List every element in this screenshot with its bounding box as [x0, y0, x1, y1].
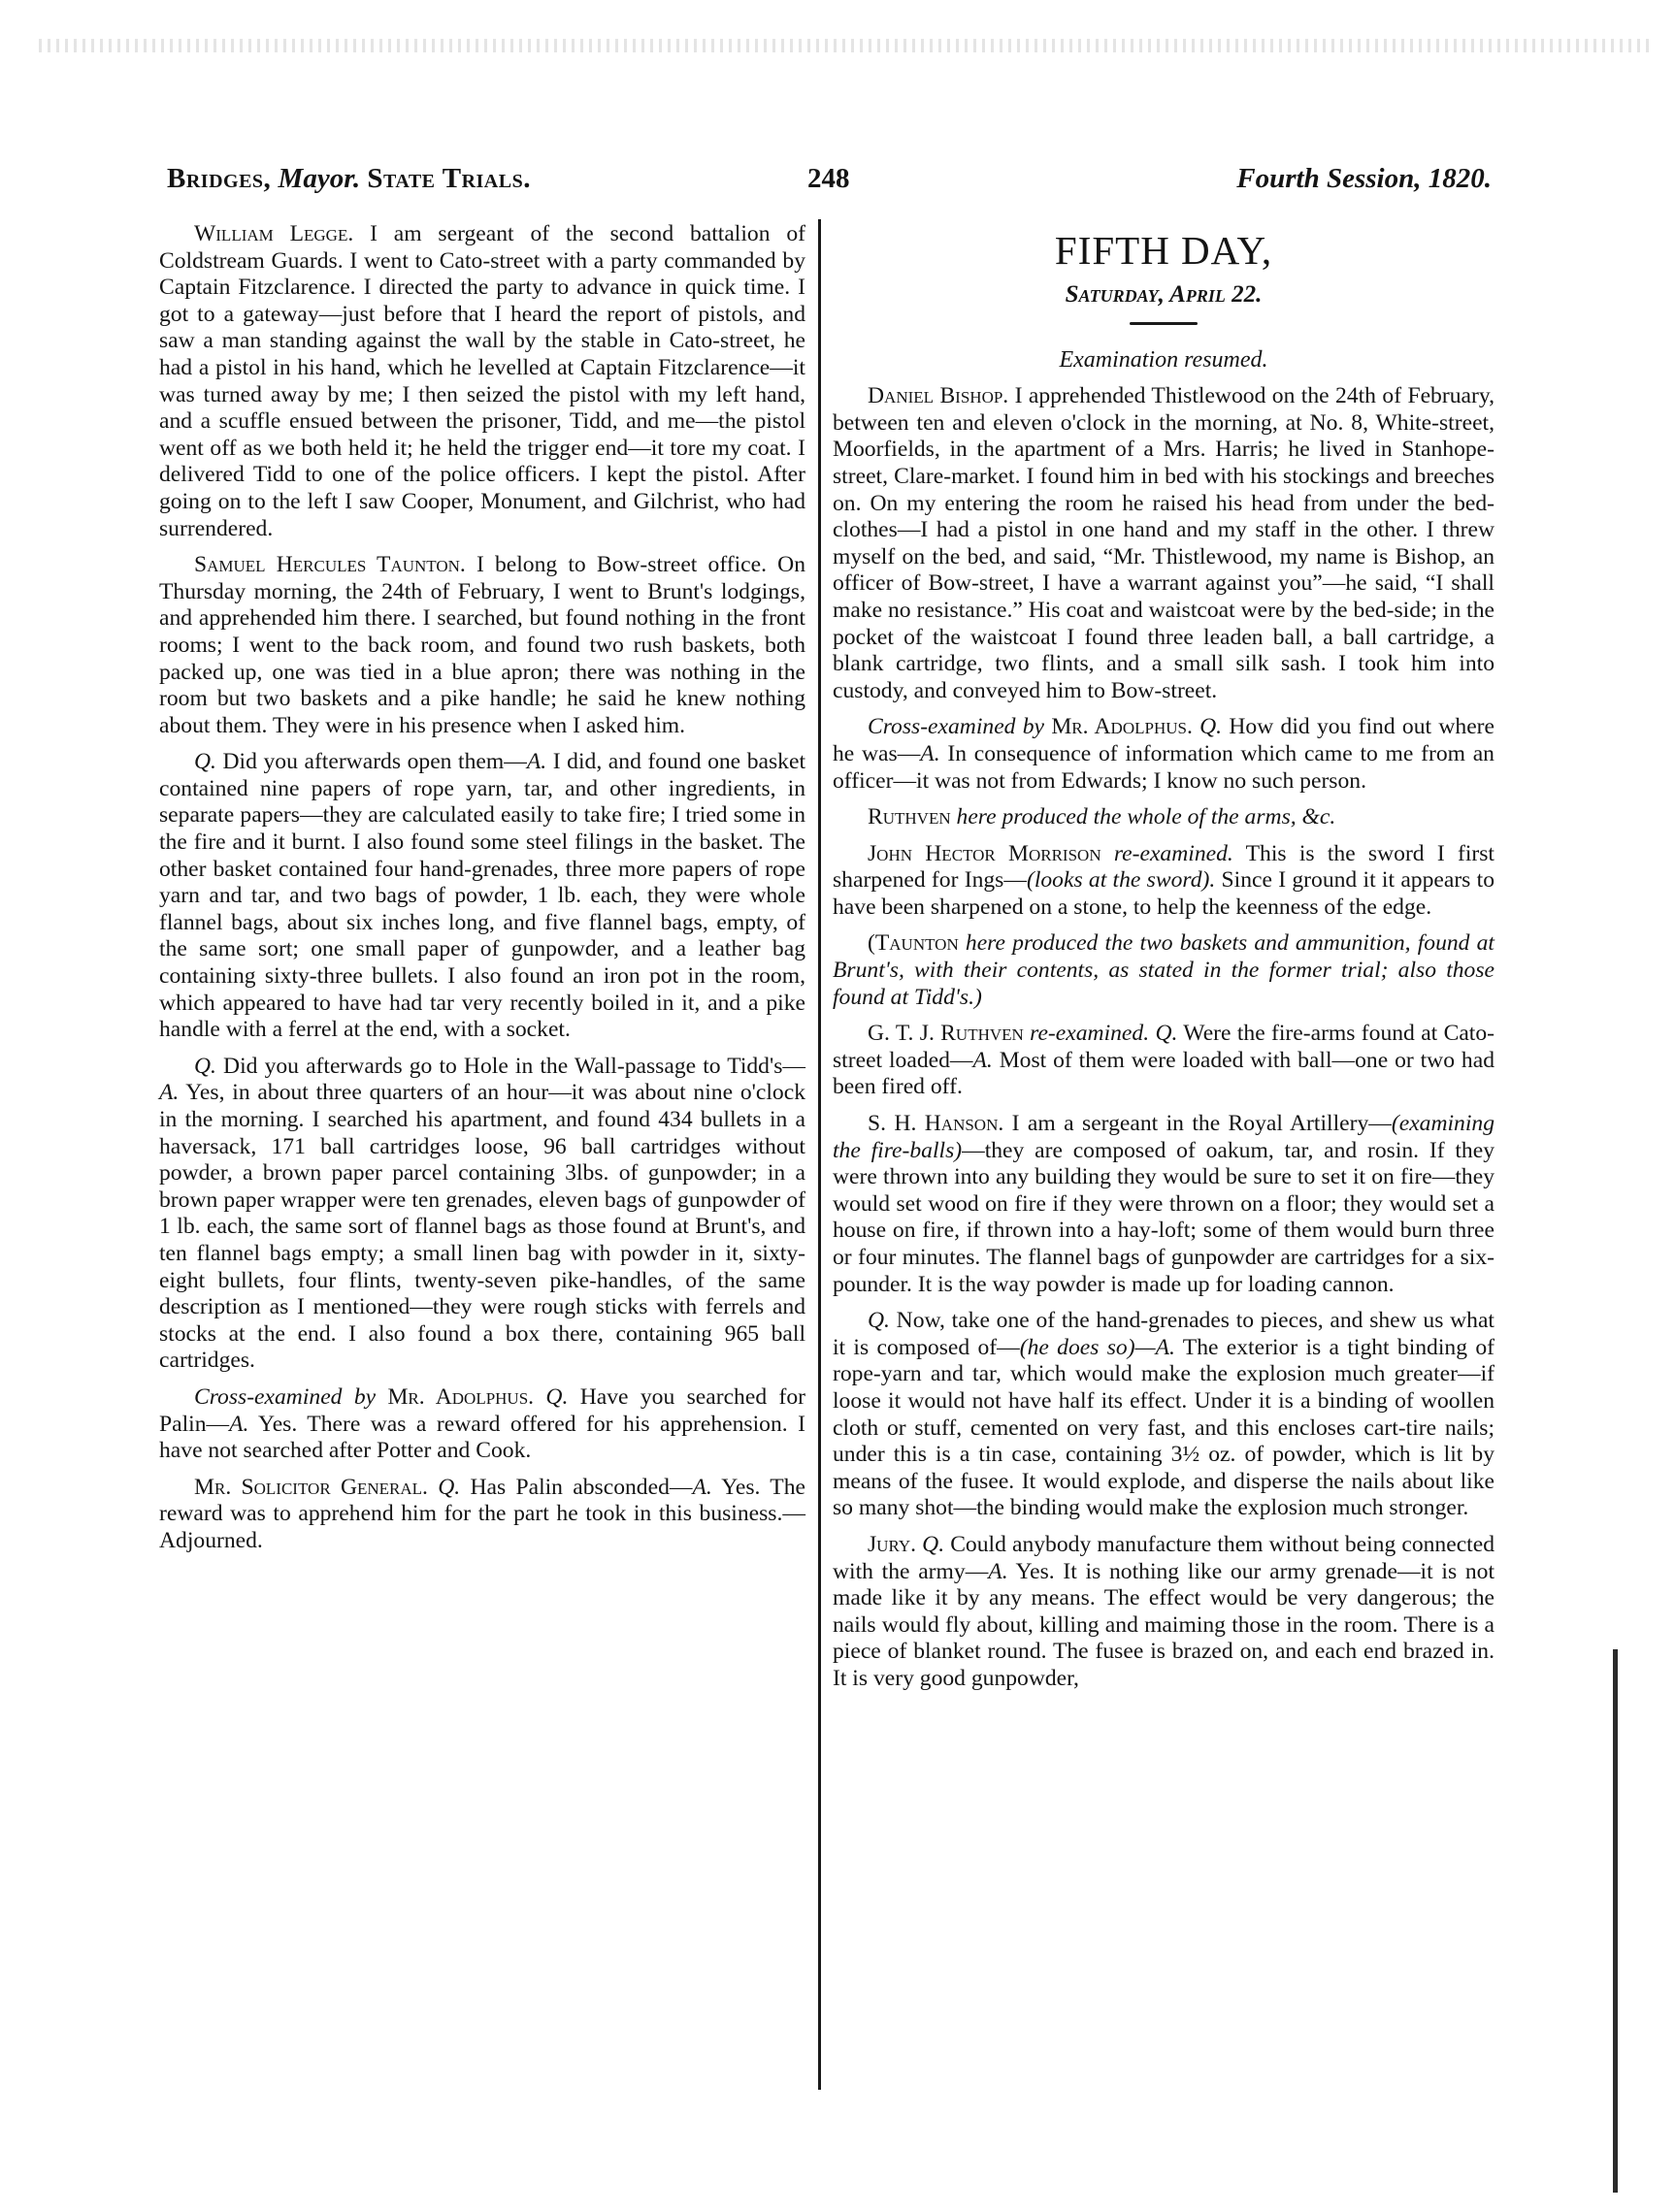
running-head-title: [167, 163, 531, 195]
person-name: S. H. Hanson.: [868, 1111, 1004, 1137]
testimony-text: —they are composed of oakum, tar, and rosin. If they were thrown into any building they would be sure to set it on fire—they would set wood on fire if they were thrown on a floor; they would set a house on fire, if thrown into a hay-loft; some of them would burn three or four minutes. The flannel bags of gunpowder are cartridges for a six-pounder. It is the way powder is made up for loading cannon.: [833, 1137, 1494, 1297]
testimony-text: This is the sword I first sharpened for Ings—: [833, 840, 1494, 894]
running-header: [167, 163, 1492, 206]
speaker-name: Jury.: [868, 1531, 917, 1557]
answer-text: Yes. There was a reward offered for his apprehension. I have not searched after Potter and Cook.: [159, 1411, 805, 1464]
question-label: Q.: [194, 1053, 216, 1079]
day-title: FIFTH DAY,: [1054, 228, 1273, 273]
speaker-name: William Legge.: [194, 221, 354, 246]
question-text: Has Palin absconded—: [460, 1474, 693, 1500]
question-text: Did you afterwards go to Hole in the Wall-passage to Tidd's—: [215, 1053, 805, 1079]
question-text: Could anybody manufacture them without being connected with the army—: [833, 1531, 1494, 1584]
testimony-hanson: [833, 1111, 1494, 1298]
aside-note: (he does so): [1019, 1334, 1135, 1360]
testimony-morrison: [833, 841, 1494, 922]
answer-text: The exterior is a tight binding of rope-yarn and tar, which would make the explosion much greater—if loose it would not have half its effect. Under it is a binding of woollen cloth or stuff, cemented on very fast, and this encloses cart-tire nails; under this is a tin case, containing 3½ oz. of powder, which is lit by means of the fusee. It would explode, and disperse the nails about like so many shot—the binding would make the explosion much stronger.: [833, 1334, 1494, 1521]
section-heading: Examination resumed.: [1059, 346, 1268, 373]
answer-label: A.: [692, 1474, 712, 1500]
testimony-ruthven: [833, 1021, 1494, 1101]
answer-label: A.: [988, 1558, 1008, 1584]
open-paren: (: [868, 930, 875, 957]
binding-edge: [1613, 1649, 1618, 2193]
testimony-text: I am a sergeant in the Royal Artillery—: [1003, 1111, 1392, 1137]
aside-note: (examining the fire-balls): [833, 1111, 1494, 1163]
jury-qa: [833, 1532, 1494, 1693]
aside-note: (looks at the sword).: [1026, 867, 1216, 894]
question-label: Q.: [194, 749, 216, 775]
question-label: Q.: [916, 1531, 945, 1557]
cross-exam-lead: Cross-examined by: [868, 714, 1052, 740]
session-label: Fourth Session, 1820.: [1236, 163, 1492, 194]
answer-label: A.: [229, 1411, 249, 1437]
role-note: re-examined.: [1023, 1021, 1150, 1047]
role-note: re-examined.: [1100, 840, 1233, 866]
question-label: Q.: [1192, 714, 1223, 740]
testimony-text: Since I ground it it appears to have been sharpened on a stone, to help the keenness of the edge.: [833, 867, 1495, 920]
question-label: Q.: [427, 1474, 461, 1500]
answer-text: Yes, in about three quarters of an hour—it was about nine o'clock in the morning. I searched his apartment, and found 434 bullets in a haversack, 171 ball cartridges loose, 96 ball cartridges without powder, a brown paper parcel containing 3lbs. of gunpowder; in a brown paper wrapper were ten grenades, eleven bags of gunpowder of 1 lb. each, the same sort of flannel bags as those found at Brunt's, and ten flannel bags empty; a small linen bag with powder in it, sixty-eight bullets, four flints, twenty-seven pike-handles, of the same description as I mentioned—they were rough sticks with ferrels and stocks at the end. I also found a box there, containing 965 ball cartridges.: [159, 1080, 805, 1374]
counsel-name: Mr. Adolphus.: [387, 1383, 535, 1410]
question-text: Have you searched for Palin—: [159, 1383, 805, 1437]
running-head-office: Mayor.: [278, 163, 361, 194]
person-name: G. T. J. Ruthven: [868, 1021, 1024, 1047]
right-column: [833, 221, 1494, 1703]
testimony-bishop: [833, 383, 1494, 704]
answer-text: Most of them were loaded with ball—one or two had been fired off.: [833, 1047, 1494, 1100]
person-name: John Hector Morrison: [868, 840, 1101, 866]
question-label: Q.: [534, 1383, 569, 1410]
solicitor-general-qa: [159, 1475, 805, 1555]
day-date: Saturday, April 22.: [1065, 281, 1263, 308]
question-text: Did you afterwards open them—: [215, 749, 527, 775]
column-divider: [818, 219, 821, 2090]
question-text: Were the fire-arms found at Cato-street loaded—: [833, 1021, 1494, 1073]
answer-text: I did, and found one basket contained nine papers of rope yarn, tar, and other ingredients, in separate papers—they are calculated easily to take fire; I tried some in the fire and it burnt. I also found some steel filings in the basket. The other basket contained four hand-grenades, three more papers of rope yarn and tar, and two bags of powder, 1 lb. each, they were whole flannel bags, about six inches long, and five flannel bags, empty, of the same sort; one small paper of gunpowder, and a leather bag containing sixty-three bullets. I also found an iron pot in the room, which appeared to have had tar very recently boiled in it, and a pike handle with a ferrel at the end, with a socket.: [159, 749, 805, 1043]
stage-note-text: here produced the two baskets and ammunition, found at Brunt's, with their contents, as stated in the former trial; also those found at Tidd's.): [833, 930, 1494, 1010]
answer-label: A.: [920, 740, 940, 766]
testimony-text: I belong to Bow-street office. On Thursday morning, the 24th of February, I went to Brunt's lodgings, and apprehended him there. I searched, but found nothing in the front rooms; I went to the back room, and found two rush baskets, both packed up, one was tied in a blue apron; there was nothing in the room but two baskets and a pike handle; he said he knew nothing about them. They were in his presence when I asked him.: [159, 552, 805, 738]
answer-label: A.: [526, 749, 547, 775]
testimony-text: I apprehended Thistlewood on the 24th of February, between ten and eleven o'clock in the morning, at No. 8, White-street, Moorfields, in the apartment of a Mrs. Harris; he lived in Stanhope-street, Clare-market. I found him in bed with his stockings and breeches on. On my entering the room he raised his head from under the bed-clothes—I had a pistol in one hand and my staff in the other. I threw myself on the bed, and said, “Mr. Thistlewood, my name is Bishop, an officer of Bow-street, I have a warrant against you”—he said, “I shall make no resistance.” His coat and waistcoat were by the bed-side; in the pocket of the waistcoat I found three leaden ball, a ball cartridge, a blank cartridge, two flints, and a small silk sash. I took him into custody, and conveyed him to Bow-street.: [833, 383, 1495, 703]
qa-hand-grenade: [833, 1308, 1494, 1522]
ornament-rule: [1130, 320, 1198, 326]
person-name: Ruthven: [868, 804, 951, 830]
testimony-taunton: [159, 552, 805, 739]
cross-examination-bishop: [833, 714, 1494, 795]
counsel-name: Mr. Adolphus.: [1051, 714, 1193, 740]
stage-note-text: here produced the whole of the arms, &c.: [950, 804, 1336, 830]
page-number: 248: [807, 163, 850, 194]
answer-text: Yes. It is nothing like our army grenade—it is not made like it by any means. The effect would be very dangerous; the nails would fly about, killing and maiming those in the room. There is a piece of blanket round. The fusee is brazed on, and each end brazed in. It is very good gunpowder,: [833, 1558, 1494, 1691]
answer-label: —A.: [1134, 1334, 1175, 1360]
answer-label: A.: [972, 1047, 993, 1073]
question-text: Now, take one of the hand-grenades to pieces, and shew us what it is composed of—: [833, 1308, 1494, 1360]
answer-text: In consequence of information which came to me from an officer—it was not from Edwards; I know no such person.: [833, 740, 1494, 794]
answer-label: A.: [159, 1080, 180, 1106]
stage-note-taunton: [833, 930, 1494, 1011]
speaker-name: Mr. Solicitor General.: [194, 1474, 428, 1500]
left-column: [159, 221, 805, 1565]
qa-baskets: [159, 749, 805, 1044]
cross-examination-palin: [159, 1384, 805, 1465]
speaker-name: Samuel Hercules Taunton.: [194, 552, 466, 578]
answer-text: Yes. The reward was to apprehend him for the part he took in this business.—Adjourned.: [159, 1474, 805, 1553]
question-label: Q.: [1149, 1021, 1178, 1047]
running-head-name: Bridges,: [167, 163, 272, 194]
question-label: Q.: [868, 1308, 890, 1334]
scan-noise-band: [39, 39, 1650, 52]
speaker-name: Daniel Bishop.: [868, 383, 1009, 409]
testimony-legge: [159, 221, 805, 542]
person-name: Taunton: [874, 930, 959, 957]
stage-note-ruthven: [833, 804, 1494, 831]
cross-exam-lead: Cross-examined by: [194, 1383, 388, 1410]
testimony-text: I am sergeant of the second battalion of Coldstream Guards. I went to Cato-street with a party commanded by Captain Fitzclarence. I directed the party to advance in quick time. I got to a gateway—just before that I heard the report of pistols, and saw a man standing against the wall by the stable in Cato-street, he had a pistol in his hand, which he levelled at Captain Fitzclarence—it was turned away by me; I then seized the pistol with my left hand, and a scuffle ensued between the prisoner, Tidd, and me—the pistol went off as we both held it; he held the trigger end—it tore my coat. I delivered Tidd to one of the police officers. I kept the pistol. After going on to the left I saw Cooper, Monument, and Gilchrist, who had surrendered.: [159, 221, 805, 541]
question-text: How did you find out where he was—: [833, 714, 1495, 766]
running-head-publication: State Trials.: [367, 163, 531, 194]
qa-tidds: [159, 1054, 805, 1375]
